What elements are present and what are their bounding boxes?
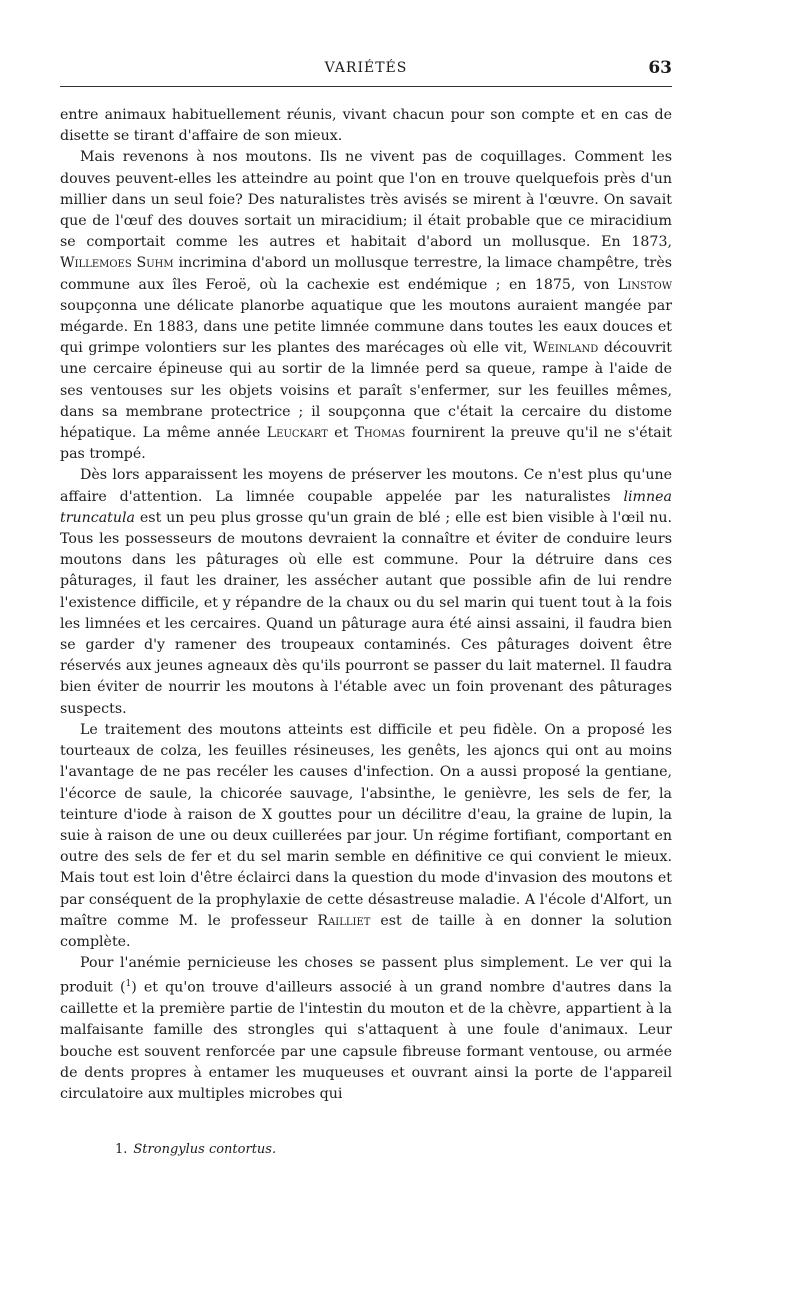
paragraph-text: entre animaux habituellement réunis, vivant chacun pour son compte et en cas de disette se tirant d'affaire de son mieux. [60, 107, 672, 145]
paragraph-3 [60, 465, 672, 719]
paragraph-text: ) et qu'on trouve d'ailleurs associé à un grand nombre d'autres dans la caillette et la première partie de l'intestin du mouton et de la chèvre, appartient à la malfaisante famille des strongles qui s'attaquent à une foule d'animaux. Leur bouche est souvent renforcée par une capsule fibreuse formant ventouse, ou armée de dents propres à entamer les muqueuses et ouvrant ainsi la porte de l'appareil circulatoire aux multiples microbes qui [60, 980, 672, 1103]
paragraph-text: Le traitement des moutons atteints est difficile et peu fidèle. On a proposé les tourteaux de colza, les feuilles résineuses, les genêts, les ajoncs qui ont au moins l'avantage de ne pas recéler les causes d'infection. On a aussi proposé la gentiane, l'écorce de saule, la chicorée sauvage, l'absinthe, le genièvre, les sels de fer, la teinture d'iode à raison de X gouttes pour un décilitre d'eau, la graine de lupin, la suie à raison de une ou deux cuillerées par jour. Un régime fortifiant, comportant en outre des sels de fer et du sel marin semble en définitive ce qui convient le mieux. Mais tout est loin d'être éclairci dans la question du mode d'invasion des moutons et par conséquent de la prophylaxie de cette désastreuse maladie. A l'école d'Alfort, un maître comme M. le professeur [60, 721, 672, 929]
species-name: limnea truncatula [60, 488, 672, 526]
header-rule [60, 86, 672, 87]
page-header [60, 60, 672, 84]
paragraph-text: et [327, 425, 355, 442]
author-name: Leuckart [266, 425, 328, 442]
author-name: Willemoes Suhm [60, 255, 174, 272]
paragraph-text: incrimina d'abord un mollusque terrestre, la limace champêtre, très commune aux îles Feroë, où la cachexie est endémique ; en 1875, von [60, 255, 672, 293]
paragraph-text: Dès lors apparaissent les moyens de préserver les moutons. Ce n'est plus qu'une affaire d'attention. La limnée coupable appelée par les naturalistes [60, 467, 672, 505]
paragraph-text: Pour l'anémie pernicieuse les choses se passent plus simplement. Le ver qui la produit ( [60, 955, 672, 997]
footnote-number: 1. [115, 1142, 128, 1157]
paragraph-text: est de taille à en donner la solution complète. [60, 912, 672, 950]
paragraph-text: est un peu plus grosse qu'un grain de blé ; elle est bien visible à l'œil nu. Tous les possesseurs de moutons devraient la connaître et éviter de conduire leurs moutons dans les pâturages où elle est commune. Pour la détruire dans ces pâturages, il faut les drainer, les assécher autant que possible afin de lui rendre l'existence difficile, et y répandre de la chaux ou du sel marin qui tuent tout à la fois les limnées et les cercaires. Quand un pâturage aura été ainsi assaini, il faudra bien se garder d'y ramener des troupeaux contaminés. Ces pâturages doivent être réservés aux jeunes agneaux dès qu'ils pourront se passer du lait maternel. Il faudra bien éviter de nourrir les moutons à l'étable avec un foin provenant des pâturages suspects. [60, 509, 672, 717]
author-name: Railliet [317, 912, 371, 929]
footnote [115, 1142, 276, 1157]
paragraph-4 [60, 720, 672, 953]
paragraph-text: soupçonna une délicate planorbe aquatique que les moutons auraient mangée par mégarde. En 1883, dans une petite limnée commune dans toutes les eaux douces et qui grimpe volontiers sur les plantes des marécages où elle vit, [60, 297, 672, 357]
paragraph-2 [60, 147, 672, 465]
paragraph-5 [60, 953, 672, 1105]
author-name: Thomas [354, 425, 406, 442]
footnote-text: Strongylus contortus. [133, 1142, 277, 1157]
author-name: Linstow [617, 276, 672, 293]
paragraph-text: Mais revenons à nos moutons. Ils ne vivent pas de coquillages. Comment les douves peuvent-elles les atteindre au point que l'on en trouve quelquefois près d'un millier dans un seul foie? Des naturalistes très avisés se mirent à l'œuvre. On savait que de l'œuf des douves sortait un miracidium; il était probable que ce miracidium se comportait comme les autres et habitait d'abord un mollusque. En 1873, [60, 149, 672, 251]
footnote-ref: 1 [125, 979, 132, 990]
paragraph-text: fournirent la preuve qu'il ne s'était pas trompé. [60, 425, 672, 463]
paragraph-1 [60, 105, 672, 147]
page-number: 63 [648, 58, 672, 78]
paragraph-text: découvrit une cercaire épineuse qui au sortir de la limnée perd sa queue, rampe à l'aide de ses ventouses sur les objets voisins et paraît s'enfermer, sur les feuilles mêmes, dans sa membrane protectrice ; il soupçonna que c'était la cercaire du distome hépatique. La même année [60, 340, 673, 442]
body-text [60, 105, 672, 1105]
running-title: VARIÉTÉS [324, 60, 408, 76]
author-name: Weinland [533, 340, 599, 357]
